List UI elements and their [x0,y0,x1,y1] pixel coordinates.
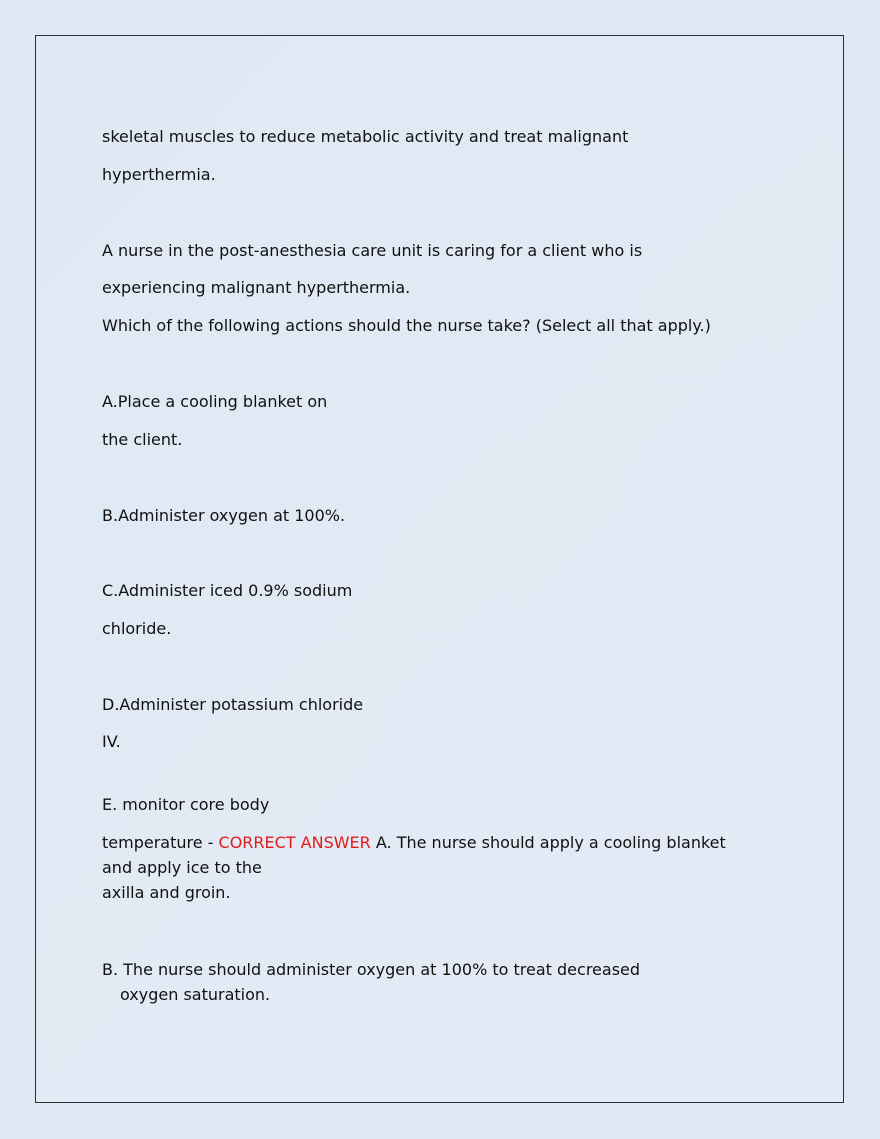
option-a: A.Place a cooling blanket on [102,392,328,411]
option-a-continued: the client. [102,430,183,449]
option-e: E. monitor core body [102,795,270,814]
option-d: D.Administer potassium chloride [102,695,364,714]
text-line: hyperthermia. [102,165,216,184]
option-b: B.Administer oxygen at 100%. [102,506,346,525]
question-stem: experiencing malignant hyperthermia. [102,278,411,297]
answer-paragraph [102,830,752,880]
question-stem: A nurse in the post-anesthesia care unit is caring for a client who is [102,241,643,260]
rationale-b-continued: oxygen saturation. [120,985,271,1004]
text-line: skeletal muscles to reduce metabolic activity and treat malignant [102,127,629,146]
answer-text-continued: axilla and groin. [102,883,231,902]
option-c: C.Administer iced 0.9% sodium [102,581,353,600]
page-frame [35,35,844,1103]
answer-prefix: temperature - [102,833,219,852]
option-c-continued: chloride. [102,619,172,638]
answer-text: A. The nurse should apply a cooling blanket and apply ice to the [102,833,726,877]
correct-answer-label: CORRECT ANSWER [218,833,371,852]
question-instruction: Which of the following actions should the nurse take? (Select all that apply.) [102,316,711,335]
rationale-b: B. The nurse should administer oxygen at 100% to treat decreased [102,960,641,979]
option-d-continued: IV. [102,732,121,751]
